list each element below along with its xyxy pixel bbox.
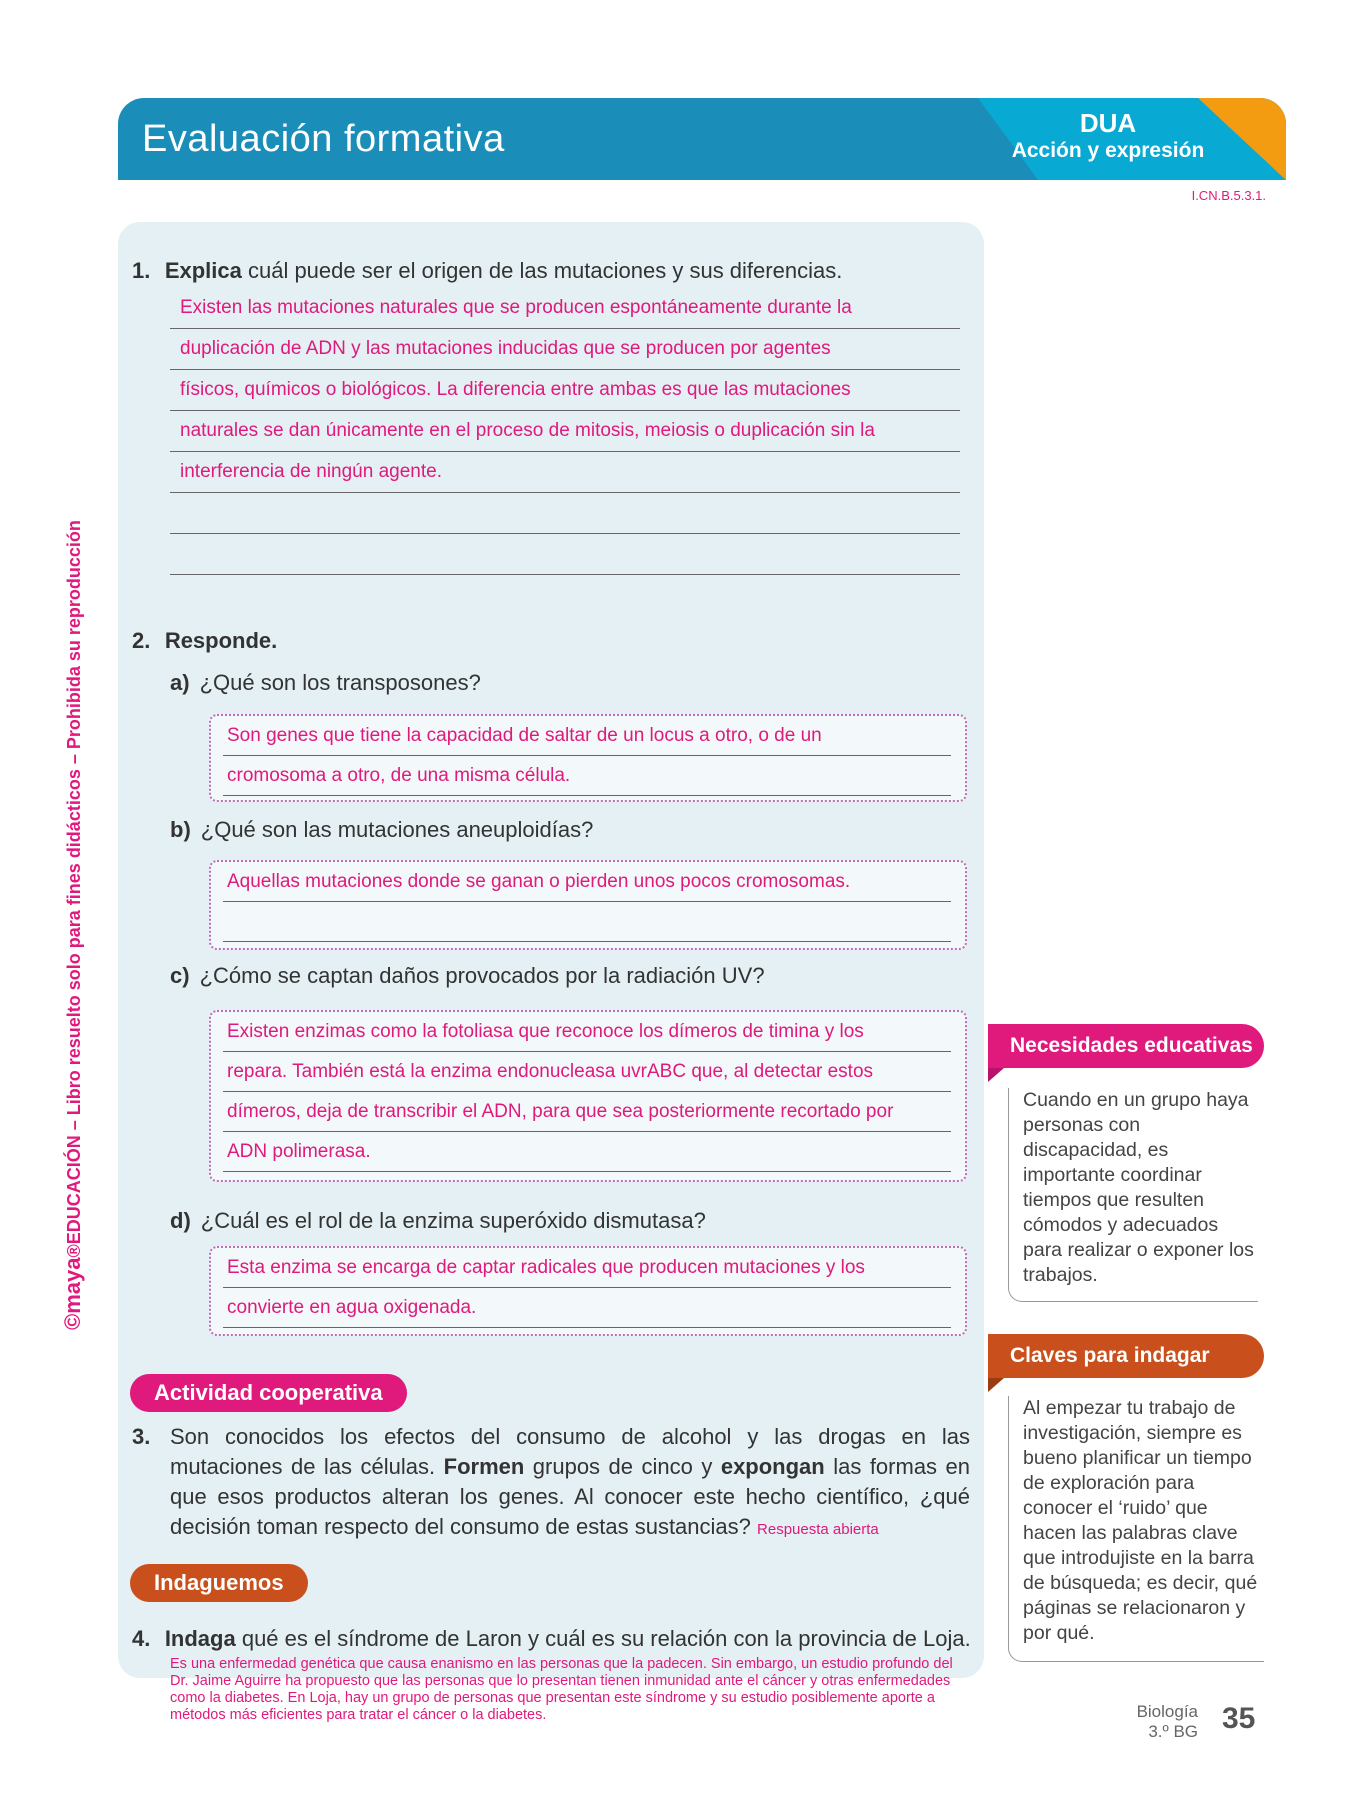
subquestion-b	[170, 817, 593, 843]
header-banner	[118, 98, 1286, 180]
dua-title: DUA	[1079, 108, 1137, 138]
answer-box-c[interactable]	[209, 1010, 967, 1182]
question-text: qué es el síndrome de Laron y cuál es su relación con la provincia de Loja.	[235, 1626, 971, 1651]
subquestion-label: c)	[170, 963, 190, 988]
grade-label: 3.º BG	[1148, 1722, 1198, 1741]
cooperativa-pill: Actividad cooperativa	[130, 1374, 407, 1412]
answer-line[interactable]: físicos, químicos o biológicos. La diferencia entre ambas es que las mutaciones	[170, 370, 960, 411]
answer-line[interactable]	[170, 493, 960, 534]
necesidades-body: Cuando en un grupo haya personas con discapacidad, es importante coordinar tiempos que resulten cómodos y adecuados para realizar o exponer los trabajos.	[1008, 1088, 1258, 1302]
question-title: Responde.	[164, 628, 278, 653]
copyright-text: ®EDUCACIÓN – Libro resuelto solo para fines didácticos – Prohibida su reproducción	[64, 520, 84, 1258]
question-text: cuál puede ser el origen de las mutaciones y sus diferencias.	[241, 258, 843, 283]
answer-open: Respuesta abierta	[757, 1521, 879, 1538]
answer-line: cromosoma a otro, de una misma célula.	[223, 756, 951, 796]
question-1	[132, 258, 972, 284]
claves-body: Al empezar tu trabajo de investigación, siempre es bueno planificar un tiempo de exploración para conocer el ‘ruido’ que hacen las palabras clave que introdujiste en la barra de búsqueda; es decir, qué páginas se relacionaron y por qué.	[1008, 1396, 1264, 1662]
indicator-code: I.CN.B.5.3.1.	[1191, 188, 1266, 203]
question-4-answer: Es una enfermedad genética que causa enanismo en las personas que la padecen. Sin embargo, un estudio profundo del Dr. Jaime Aguirre ha propuesto que las personas que lo presentan tienen inmunidad ante el cáncer y otras enfermedades como la diabetes. En Loja, hay un grupo de personas que presentan este síndrome y su estudio posiblemente aporte a métodos más eficientes para tratar el cáncer o la diabetes.	[170, 1656, 953, 1723]
answer-box-a[interactable]	[209, 714, 967, 802]
question-4	[132, 1626, 992, 1652]
answer-line: Existen enzimas como la fotoliasa que reconoce los dímeros de timina y los	[223, 1012, 951, 1052]
subquestion-c	[170, 963, 765, 989]
page-title: Evaluación formativa	[142, 118, 505, 160]
footer-subject	[1106, 1702, 1198, 1742]
answer-line: Son genes que tiene la capacidad de saltar de un locus a otro, o de un	[223, 716, 951, 756]
answer-line: Esta enzima se encarga de captar radicales que producen mutaciones y los	[223, 1248, 951, 1288]
dua-label	[988, 108, 1228, 164]
answer-line[interactable]: duplicación de ADN y las mutaciones inducidas que se producen por agentes	[170, 329, 960, 370]
answer-line: dímeros, deja de transcribir el ADN, para que sea posteriormente recortado por	[223, 1092, 951, 1132]
answer-line	[223, 902, 951, 942]
dua-subtitle: Acción y expresión	[1011, 139, 1205, 162]
subquestion-text: ¿Cuál es el rol de la enzima superóxido dismutasa?	[200, 1208, 706, 1233]
answer-line[interactable]: naturales se dan únicamente en el proceso de mitosis, meiosis o duplicación sin la	[170, 411, 960, 452]
answer-line: Aquellas mutaciones donde se ganan o pierden unos pocos cromosomas.	[223, 862, 951, 902]
subquestion-label: b)	[170, 817, 191, 842]
answer-line: repara. También está la enzima endonucleasa uvrABC que, al detectar estos	[223, 1052, 951, 1092]
answer-line: ADN polimerasa.	[223, 1132, 951, 1172]
question-verb: Indaga	[164, 1626, 236, 1651]
answer-box-d[interactable]	[209, 1246, 967, 1336]
answer-line[interactable]	[170, 534, 960, 575]
question-3-number: 3.	[132, 1424, 151, 1449]
question-number: 1.	[132, 258, 151, 283]
answer-line[interactable]: interferencia de ningún agente.	[170, 452, 960, 493]
question-3-text: Son conocidos los efectos del consumo de alcohol y las drogas en las mutaciones de las células. Formen grupos de cinco y expongan las formas en que esos productos alteran los genes. Al conocer este hecho científico, ¿qué decisión toman respecto del consumo de estas sustancias? Respuesta abierta	[170, 1424, 971, 1539]
subquestion-label: a)	[170, 670, 190, 695]
subquestion-text: ¿Qué son los transposones?	[199, 670, 481, 695]
subquestion-text: ¿Qué son las mutaciones aneuploidías?	[200, 817, 594, 842]
copyright-side-text	[60, 500, 86, 1330]
subject-name: Biología	[1136, 1702, 1198, 1721]
subquestion-a	[170, 670, 481, 696]
necesidades-fold	[988, 1068, 1004, 1082]
question-number: 2.	[132, 628, 151, 653]
subquestion-d	[170, 1208, 706, 1234]
question-2	[132, 628, 277, 654]
question-number: 4.	[132, 1626, 151, 1651]
subquestion-text: ¿Cómo se captan daños provocados por la radiación UV?	[199, 963, 765, 988]
answer-box-b[interactable]	[209, 860, 967, 950]
subquestion-label: d)	[170, 1208, 191, 1233]
question-verb: Explica	[164, 258, 242, 283]
claves-fold	[988, 1378, 1004, 1392]
answer-line[interactable]: Existen las mutaciones naturales que se producen espontáneamente durante la	[170, 288, 960, 329]
page-number: 35	[1222, 1702, 1256, 1735]
necesidades-header: Necesidades educativas	[988, 1024, 1264, 1068]
answer-line: convierte en agua oxigenada.	[223, 1288, 951, 1328]
brand-logo-text: ©maya	[60, 1257, 85, 1330]
claves-header: Claves para indagar	[988, 1334, 1264, 1378]
header-bar	[118, 98, 1286, 180]
indaguemos-pill: Indaguemos	[130, 1564, 308, 1602]
